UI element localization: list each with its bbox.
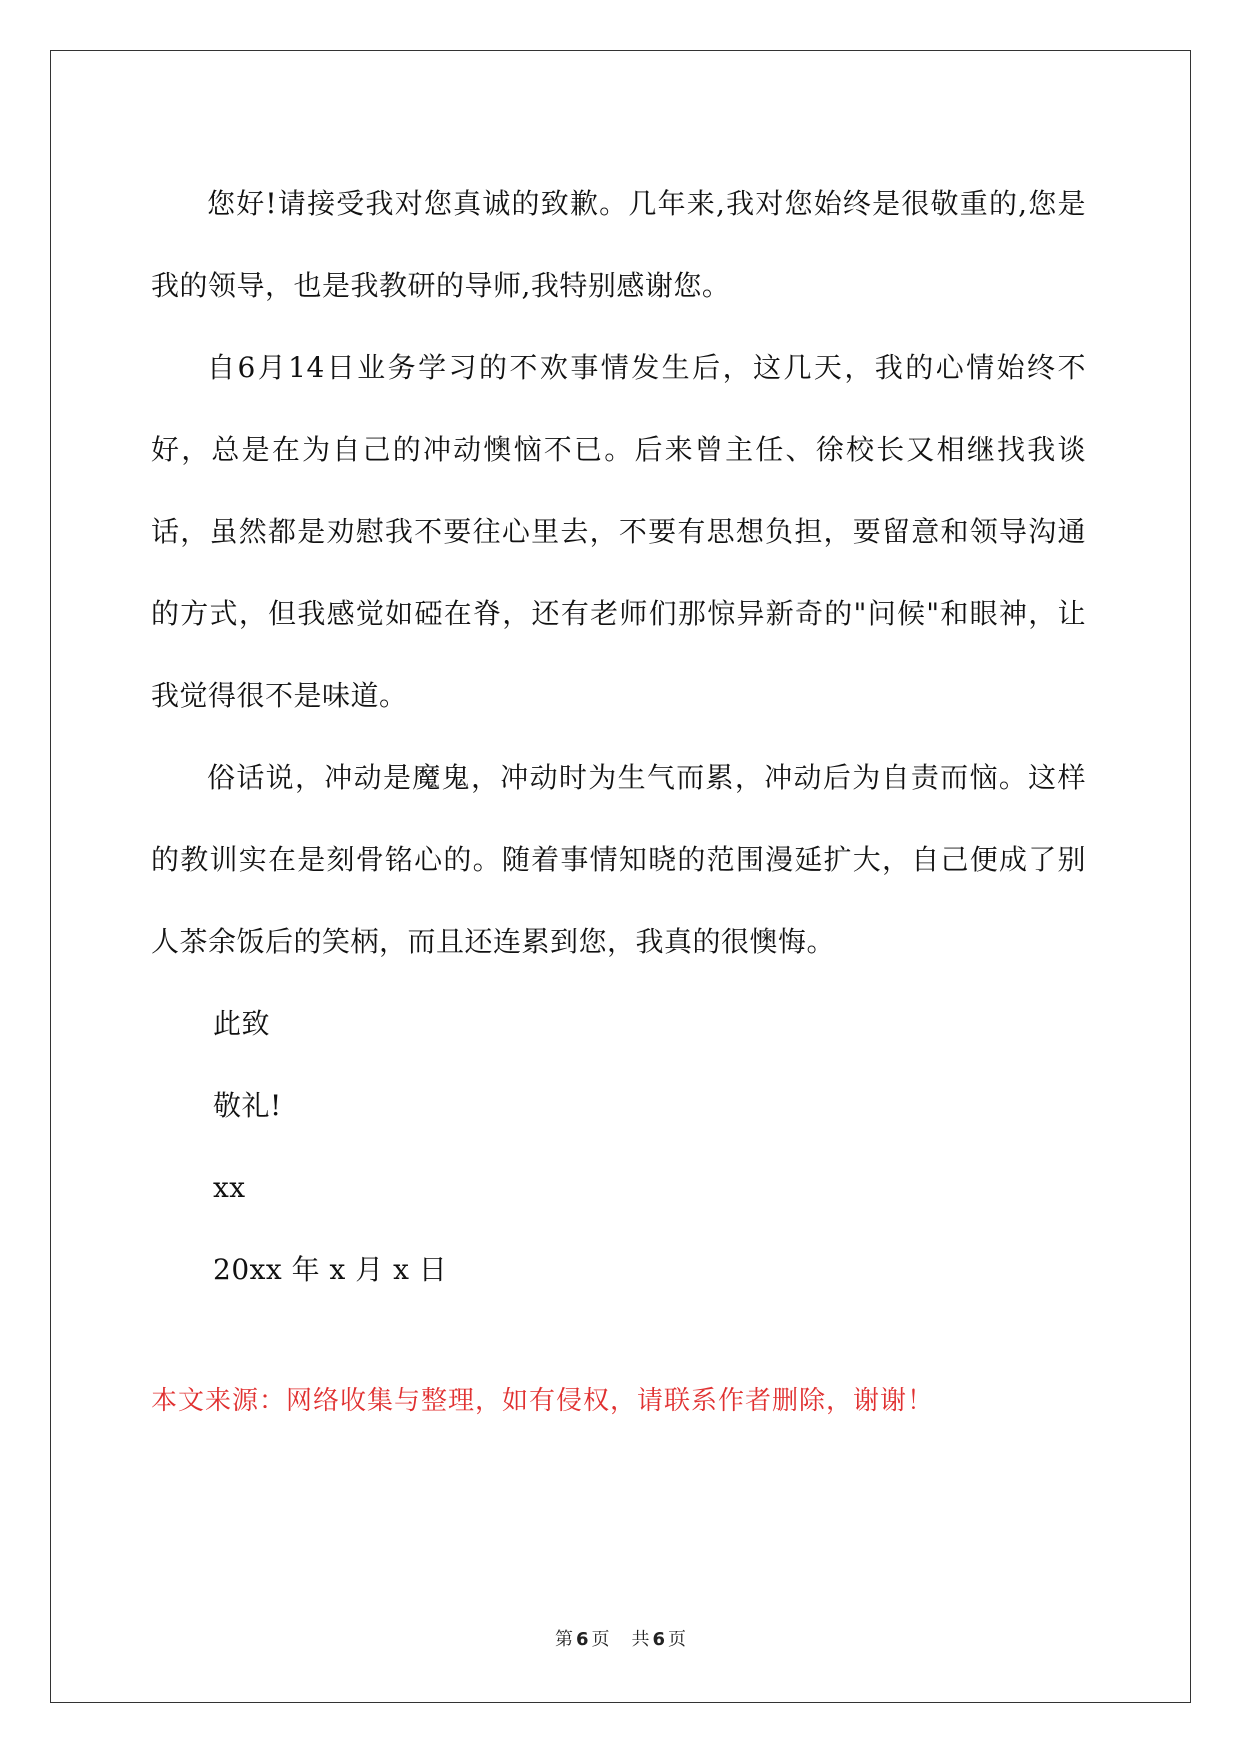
signature: xx [213,1171,246,1204]
page-footer [0,1625,1241,1651]
letter-body [151,163,1086,1311]
paragraph-greeting: 您好!请接受我对您真诚的致歉。几年来,我对您始终是很敬重的,您是我的领导，也是我教研的导师,我特别感谢您。 [151,187,1086,302]
paragraph-reflection: 俗话说，冲动是魔鬼，冲动时为生气而累，冲动后为自责而恼。这样的教训实在是刻骨铭心的。随着事情知晓的范围漫延扩大，自己便成了别人茶余饭后的笑柄，而且还连累到您，我真的很懊悔。 [151,761,1086,958]
total-suffix: 页 [668,1629,687,1650]
page-current: 6 [575,1629,589,1650]
page-prefix: 第 [554,1629,573,1650]
source-note: 本文来源：网络收集与整理，如有侵权，请联系作者删除，谢谢！ [151,1386,935,1416]
page-suffix: 页 [591,1629,610,1650]
salute-line: 敬礼! [213,1089,282,1122]
letter-date: 20xx 年 x 月 x 日 [213,1253,448,1286]
total-prefix: 共 [631,1629,650,1650]
paragraph-incident: 自6月14日业务学习的不欢事情发生后，这几天，我的心情始终不好，总是在为自己的冲动懊恼不已。后来曾主任、徐校长又相继找我谈话，虽然都是劝慰我不要往心里去，不要有思想负担，要留意和领导沟通的方式，但我感觉如䃁在脊，还有老师们那惊异新奇的"问候"和眼神，让我觉得很不是味道。 [151,351,1086,712]
page-total: 6 [652,1629,666,1650]
closing-line: 此致 [213,1007,271,1040]
